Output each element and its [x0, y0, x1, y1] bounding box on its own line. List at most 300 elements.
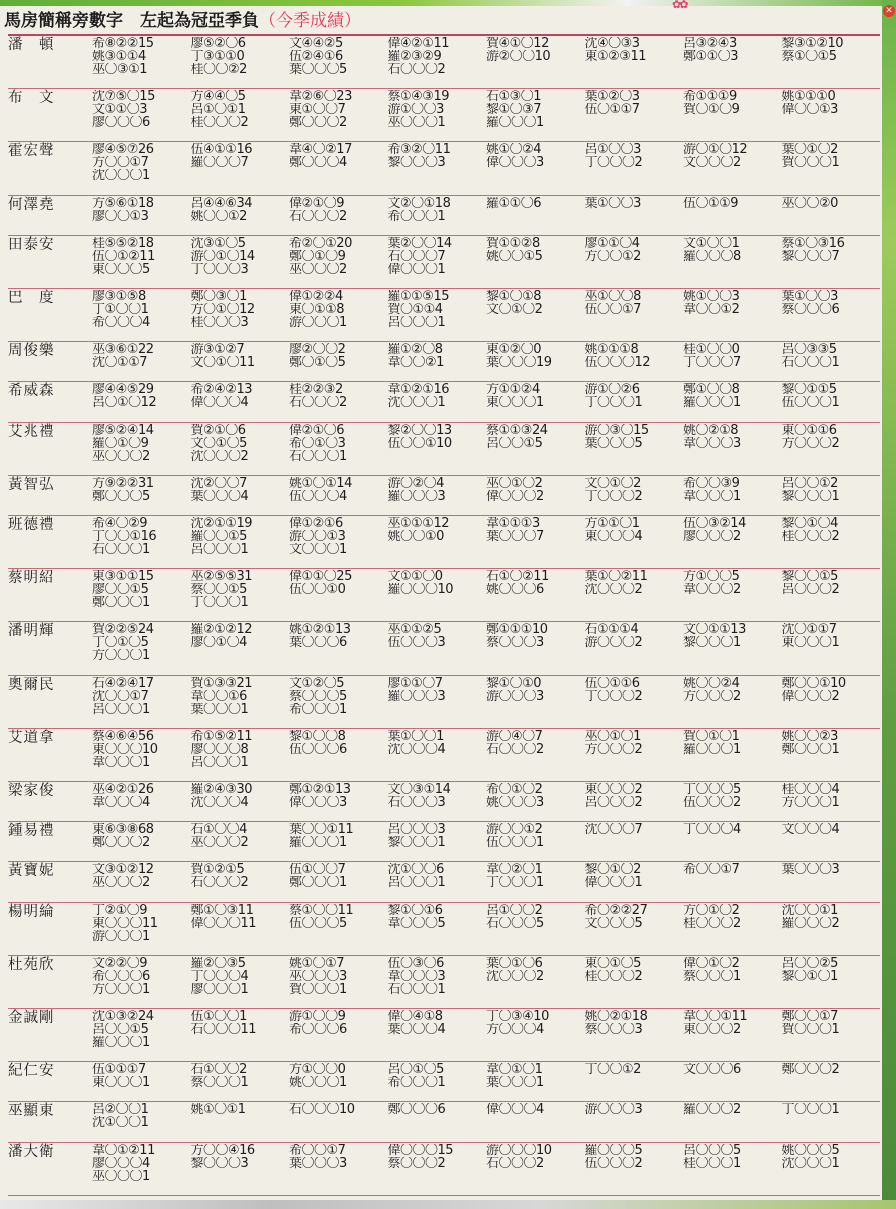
trainer-entry: 沈〇〇〇1: [387, 396, 446, 410]
trainer-entry: 呂〇〇〇2: [584, 796, 643, 810]
trainer-entries: [92, 676, 880, 728]
jockey-row: [8, 1142, 880, 1196]
trainer-entry: 呂①〇〇2: [486, 903, 543, 917]
trainer-entries: [92, 782, 880, 821]
trainer-entry: 廖〇〇①5: [92, 583, 149, 597]
trainer-entry: 蔡①〇〇11: [289, 903, 354, 917]
trainer-entry: 賀①③③21: [190, 676, 253, 690]
trainer-entry: 丁〇〇〇2: [584, 156, 643, 170]
trainer-entry: 葉〇〇〇1: [486, 1076, 544, 1090]
trainer-entry: 蔡〇〇〇3: [486, 636, 544, 650]
trainer-entry: 石〇〇〇2: [289, 396, 347, 410]
trainer-entry: 巫〇〇〇1: [387, 116, 446, 130]
trainer-entry: 偉〇〇①3: [781, 103, 838, 117]
trainer-entry: 石〇〇〇7: [387, 249, 446, 263]
trainer-entry: 賀〇①〇1: [683, 729, 740, 743]
trainer-entry: 蔡〇〇①5: [190, 583, 247, 597]
trainer-entry: 賀②①〇6: [190, 423, 246, 437]
trainer-entries: [92, 516, 880, 568]
trainer-entry: 呂〇〇①5: [92, 1023, 149, 1037]
trainer-entry: 黎②〇〇13: [387, 423, 452, 437]
jockey-name: 鍾易禮: [8, 823, 55, 840]
trainer-entry: 蔡①〇③16: [781, 236, 845, 250]
trainer-entry: 方〇〇④16: [190, 1143, 255, 1157]
trainer-entry: 巫〇①〇2: [486, 476, 543, 490]
jockey-row: [8, 288, 880, 341]
trainer-entry: 游①〇〇9: [289, 1010, 346, 1024]
trainer-entry: 伍①①①7: [92, 1063, 146, 1077]
trainer-entry: 伍〇〇〇12: [584, 356, 651, 370]
trainer-entry: 韋〇〇〇5: [387, 916, 446, 930]
trainer-entry: 東①〇〇7: [289, 103, 346, 117]
trainer-entries: [92, 862, 880, 901]
trainer-entry: 伍〇〇〇2: [584, 1156, 643, 1170]
trainer-entry: 偉〇①〇2: [683, 956, 740, 970]
trainer-entry: 丁〇〇〇1: [584, 396, 643, 410]
trainer-entry: 沈〇〇〇1: [781, 1156, 840, 1170]
trainer-entry: 偉〇〇〇15: [387, 1143, 454, 1157]
trainer-entry: 黎①〇①0: [486, 676, 542, 690]
trainer-entry: 希〇〇〇6: [289, 1023, 347, 1037]
trainer-entry: 方①①②4: [486, 383, 540, 397]
trainer-entry: 桂〇〇〇2: [683, 916, 741, 930]
trainer-entry: 巫〇①〇1: [584, 729, 641, 743]
trainer-entry: 羅〇〇〇2: [781, 916, 840, 930]
trainer-entry: 黎〇〇〇1: [781, 489, 840, 503]
trainer-entry: 文〇①①13: [683, 623, 746, 637]
trainer-entry: 羅〇〇〇1: [683, 742, 741, 756]
trainer-entry: 方〇①〇12: [190, 303, 255, 317]
trainer-entry: 沈〇〇〇4: [190, 796, 249, 810]
trainer-entry: 游〇〇〇2: [584, 636, 643, 650]
trainer-entry: 東①②③11: [584, 50, 647, 63]
trainer-entry: 偉〇〇〇4: [486, 1103, 544, 1117]
trainer-entry: 文〇〇〇5: [584, 916, 643, 930]
jockey-row: [8, 1061, 880, 1101]
jockey-name: 希威森: [8, 383, 55, 400]
trainer-entry: 方〇〇〇2: [683, 689, 741, 703]
trainer-entry: 鄭〇〇〇2: [289, 116, 347, 130]
jockey-name: 潘明輝: [8, 623, 55, 640]
trainer-entry: 羅〇〇〇1: [289, 836, 347, 850]
trainer-entry: 葉〇〇〇4: [190, 489, 249, 503]
trainer-entry: 黎〇〇〇7: [781, 249, 840, 263]
trainer-entry: 沈①〇〇6: [387, 863, 444, 877]
trainer-entry: 姚①〇①7: [289, 956, 345, 970]
trainer-entry: 黎〇〇〇1: [683, 636, 741, 650]
trainer-entry: 石①〇〇4: [190, 823, 247, 837]
trainer-entry: 希〇〇〇1: [289, 702, 347, 716]
trainer-entry: 偉〇④①8: [387, 1010, 443, 1024]
trainer-entry: 伍〇〇〇5: [289, 916, 347, 930]
trainer-entry: 東〇①〇5: [584, 956, 641, 970]
trainer-entry: 葉〇〇〇7: [486, 530, 544, 544]
trainer-entries: [92, 622, 880, 674]
jockey-row: [8, 475, 880, 515]
trainer-entry: 桂〇〇〇2: [190, 116, 249, 130]
trainer-entry: 希〇〇〇4: [92, 316, 150, 330]
trainer-entry: 巫②⑤⑤31: [190, 570, 253, 584]
jockey-row: [8, 902, 880, 955]
trainer-entry: 伍〇〇①10: [387, 436, 452, 450]
trainer-entry: 廖⑤②④14: [92, 423, 154, 437]
trainer-entry: 方〇①〇2: [683, 903, 740, 917]
trainer-entry: 韋〇〇①6: [190, 689, 247, 703]
trainer-entry: 鄭①②①13: [289, 783, 351, 797]
trainer-entry: 姚〇〇①5: [486, 249, 543, 263]
trainer-entries: [92, 476, 880, 515]
trainer-entry: 韋〇〇〇1: [683, 489, 741, 503]
trainer-entry: 呂②〇〇1: [92, 1103, 149, 1117]
trainer-entry: 賀〇〇〇1: [781, 1023, 840, 1037]
jockey-row: [8, 235, 880, 288]
trainer-entry: 鄭〇〇〇5: [92, 489, 150, 503]
jockey-name: 金誠剛: [8, 1010, 55, 1027]
trainer-entry: 姚〇〇〇5: [781, 1143, 840, 1157]
trainer-entry: 葉〇〇〇5: [584, 436, 643, 450]
trainer-entry: 姚①〇②4: [486, 143, 542, 157]
trainer-entry: 東〇〇〇1: [486, 396, 544, 410]
trainer-entry: 鄭①〇③11: [190, 903, 254, 917]
trainer-entry: 羅〇〇〇10: [387, 583, 454, 597]
trainer-entry: 羅〇①〇9: [92, 436, 149, 450]
trainer-entry: 希②④②13: [190, 383, 253, 397]
trainer-entry: 文〇①〇11: [190, 356, 255, 370]
jockey-row: [8, 195, 880, 235]
trainer-entry: 廖〇〇〇6: [92, 116, 150, 130]
trainer-entry: 韋〇〇〇2: [683, 583, 741, 597]
trainer-entries: [92, 289, 880, 341]
trainer-entry: 葉②〇〇14: [387, 236, 452, 250]
trainer-entry: 沈〇〇①7: [92, 689, 149, 703]
trainer-entry: 文〇①〇2: [584, 476, 641, 490]
trainer-entry: 伍①〇〇1: [190, 1010, 247, 1024]
trainer-entry: 伍〇〇〇3: [387, 636, 446, 650]
trainer-entries: [92, 342, 880, 381]
close-icon: ✕: [883, 5, 895, 17]
trainer-entry: 游〇〇①3: [289, 530, 346, 544]
trainer-entry: 石④②④17: [92, 676, 154, 690]
trainer-entry: 伍②④①6: [289, 50, 343, 63]
trainer-entry: 鄭〇〇〇1: [289, 876, 347, 890]
trainer-entry: 賀④①〇12: [486, 37, 549, 50]
trainer-entry: 鄭〇①〇5: [289, 356, 346, 370]
trainer-entry: 姚①〇〇3: [683, 290, 740, 304]
trainer-entry: 黎〇①〇4: [781, 517, 838, 531]
trainer-entry: 呂〇〇①5: [486, 436, 543, 450]
jockey-stats-table: [8, 34, 880, 1196]
jockey-name: 巫顯東: [8, 1103, 55, 1120]
trainer-entry: 偉〇〇〇3: [486, 156, 544, 170]
trainer-entry: 呂〇〇①2: [781, 476, 838, 490]
trainer-entry: 廖〇〇〇2: [683, 530, 741, 544]
jockey-name: 潘 頓: [8, 37, 55, 53]
trainer-entry: 東⑥③⑧68: [92, 823, 154, 837]
trainer-entry: 黎①〇③7: [486, 103, 542, 117]
trainer-entry: 黎〇①〇1: [781, 969, 838, 983]
trainer-entry: 呂〇〇〇1: [92, 702, 150, 716]
trainer-entry: 方〇〇①2: [584, 249, 641, 263]
trainer-entry: 偉〇〇〇11: [190, 916, 257, 930]
trainer-entry: 羅①①〇6: [486, 196, 542, 210]
trainer-entries: [92, 956, 880, 1008]
trainer-entry: 伍〇①①7: [584, 103, 640, 117]
trainer-entry: 呂〇①〇12: [92, 396, 157, 410]
trainer-entry: 黎〇〇①5: [781, 570, 838, 584]
trainer-entry: 葉〇〇〇6: [289, 636, 347, 650]
trainer-entry: 呂〇①〇5: [387, 1063, 444, 1077]
trainer-entry: 蔡〇〇〇6: [781, 303, 840, 317]
trainer-entry: 羅〇〇〇1: [486, 116, 544, 130]
trainer-entry: 文〇〇〇2: [683, 156, 741, 170]
bottom-decorative-bar: [0, 1200, 896, 1209]
trainer-entry: 伍〇〇〇4: [289, 489, 347, 503]
flower-decoration-icon: ✿✿: [672, 0, 687, 11]
trainer-entry: 伍〇〇〇1: [486, 836, 544, 850]
trainer-entry: 呂〇〇〇3: [387, 823, 446, 837]
trainer-entry: 巫〇〇②0: [781, 196, 838, 210]
trainer-entry: 姚〇〇②4: [683, 676, 740, 690]
trainer-entry: 巫③⑥①22: [92, 343, 154, 357]
trainer-entry: 姚〇〇〇1: [289, 1076, 347, 1090]
trainer-entry: 羅〇〇〇1: [683, 396, 741, 410]
trainer-entry: 希①⑤②11: [190, 729, 253, 743]
trainer-entry: 韋〇〇〇4: [92, 796, 150, 810]
trainer-entry: 羅〇〇〇1: [92, 1036, 150, 1050]
trainer-entry: 呂〇〇②5: [781, 956, 838, 970]
trainer-entry: 廖〇〇〇8: [190, 742, 249, 756]
trainer-entry: 方④④〇5: [190, 90, 246, 104]
trainer-entry: 葉①〇〇3: [584, 196, 641, 210]
trainer-entry: 希①①①9: [683, 90, 737, 104]
trainer-entry: 方〇〇①7: [92, 156, 149, 170]
trainer-entry: 方〇〇〇1: [92, 982, 150, 996]
trainer-entry: 廖①①〇7: [387, 676, 443, 690]
trainer-entry: 伍〇③②14: [683, 517, 746, 531]
trainer-entry: 黎①〇①8: [486, 290, 542, 304]
jockey-name: 奧爾民: [8, 676, 55, 693]
trainer-entry: 文①①〇3: [92, 103, 148, 117]
jockey-row: [8, 861, 880, 901]
trainer-entries: [92, 142, 880, 194]
trainer-entry: 丁〇〇〇2: [584, 689, 643, 703]
trainer-entries: [92, 1102, 880, 1141]
trainer-entry: 蔡〇〇〇2: [387, 1156, 446, 1170]
trainer-entry: 鄭〇〇〇2: [92, 836, 150, 850]
jockey-row: [8, 341, 880, 381]
trainer-entry: 文①〇〇1: [683, 236, 740, 250]
trainer-entry: 鄭〇〇〇2: [781, 1063, 840, 1077]
trainer-entry: 韋〇〇②1: [387, 356, 444, 370]
trainer-entry: 文〇①〇2: [486, 303, 543, 317]
trainer-entry: 伍〇③〇6: [387, 956, 444, 970]
page-header: [0, 8, 884, 34]
jockey-row: [8, 821, 880, 861]
trainer-entry: 姚③①①4: [92, 50, 146, 63]
trainer-entry: 鄭〇〇〇4: [289, 156, 347, 170]
trainer-entry: 丁〇〇①2: [584, 1063, 641, 1077]
trainer-entry: 沈〇〇〇2: [486, 969, 544, 983]
trainer-entry: 姚①〇①14: [289, 476, 352, 490]
jockey-name: 巴 度: [8, 290, 55, 307]
trainer-entry: 黎①〇①6: [387, 903, 443, 917]
trainer-entry: 羅〇〇①5: [190, 530, 247, 544]
trainer-entry: 方①〇〇5: [683, 570, 740, 584]
trainer-entries: [92, 423, 880, 475]
trainer-entry: 廖①①〇4: [584, 236, 640, 250]
trainer-entries: [92, 36, 880, 88]
trainer-entry: 葉〇〇〇19: [486, 356, 552, 370]
jockey-name: 楊明綸: [8, 903, 55, 920]
trainer-entry: 希〇〇〇6: [92, 969, 150, 983]
trainer-entry: 蔡①④③19: [387, 90, 450, 104]
trainer-entry: 賀〇①〇9: [683, 103, 740, 117]
trainer-entry: 蔡〇〇〇1: [190, 1076, 249, 1090]
trainer-entry: 巫〇〇〇2: [190, 836, 249, 850]
trainer-entry: 巫〇〇〇1: [92, 1169, 150, 1183]
trainer-entry: 丁②①〇9: [92, 903, 148, 917]
trainer-entry: 羅①②〇8: [387, 343, 443, 357]
jockey-row: [8, 1101, 880, 1141]
trainer-entry: 石〇〇〇11: [190, 1023, 257, 1037]
trainer-entry: 游〇②〇4: [387, 476, 444, 490]
trainer-entry: 廖②〇〇2: [289, 343, 346, 357]
trainer-entry: 桂⑤⑤②18: [92, 236, 154, 250]
trainer-entry: 偉〇〇〇4: [190, 396, 249, 410]
trainer-entry: 葉〇〇〇4: [387, 1023, 446, 1037]
trainer-entry: 黎〇〇〇3: [190, 1156, 249, 1170]
trainer-entry: 沈②〇〇7: [190, 476, 247, 490]
trainer-entry: 鄭〇〇①10: [781, 676, 846, 690]
trainer-entries: [92, 1143, 880, 1195]
trainer-entry: 蔡〇〇〇3: [584, 1023, 643, 1037]
trainer-entry: 方〇〇〇1: [92, 649, 150, 663]
jockey-row: [8, 955, 880, 1008]
trainer-entry: 丁〇〇〇2: [584, 489, 643, 503]
trainer-entry: 葉〇〇①11: [289, 823, 354, 837]
trainer-entry: 石〇〇〇1: [92, 543, 150, 557]
trainer-entry: 姚〇〇①2: [190, 209, 247, 223]
trainer-entry: 希④〇②9: [92, 517, 148, 531]
trainer-entries: [92, 822, 880, 861]
trainer-entry: 羅〇〇〇3: [387, 489, 446, 503]
trainer-entry: 韋〇〇①2: [683, 303, 740, 317]
trainer-entry: 伍〇①①9: [683, 196, 739, 210]
trainer-entry: 廖〇〇〇1: [190, 982, 249, 996]
jockey-row: [8, 141, 880, 194]
jockey-name: 布 文: [8, 90, 55, 107]
trainer-entry: 東〇①①8: [289, 303, 345, 317]
trainer-entry: 鄭〇〇〇1: [92, 596, 150, 610]
trainer-entry: 韋〇〇〇1: [92, 755, 150, 769]
trainer-entry: 羅〇〇〇7: [190, 156, 249, 170]
trainer-entry: 沈⑦⑤〇15: [92, 90, 155, 104]
trainer-entry: 葉〇〇〇1: [190, 702, 249, 716]
trainer-entry: 游〇①〇12: [683, 143, 748, 157]
trainer-entry: 游〇〇〇3: [584, 1103, 643, 1117]
trainer-entries: [92, 903, 880, 955]
trainer-entry: 方⑤⑥①18: [92, 196, 154, 210]
trainer-entry: 姚〇〇②3: [781, 729, 838, 743]
trainer-entry: 偉〇〇〇1: [584, 876, 643, 890]
jockey-row: [8, 422, 880, 475]
trainer-entry: 游〇〇〇1: [289, 316, 347, 330]
jockey-name: 田泰安: [8, 236, 55, 253]
trainer-entry: 蔡〇〇〇5: [289, 689, 347, 703]
trainer-entry: 羅②④③30: [190, 783, 253, 797]
trainer-entry: 文④④②5: [289, 37, 343, 50]
trainer-entry: 賀①②①5: [190, 863, 245, 877]
trainer-entry: 姚〇②①8: [683, 423, 739, 437]
trainer-entry: 韋①①①3: [486, 517, 540, 531]
trainer-entry: 丁③①①0: [190, 50, 245, 63]
jockey-name: 何澤堯: [8, 196, 55, 213]
trainer-entries: [92, 729, 880, 781]
jockey-name: 黃智弘: [8, 476, 55, 493]
trainer-entry: 游〇③〇15: [584, 423, 649, 437]
trainer-entry: 巫④②①26: [92, 783, 154, 797]
jockey-row: [8, 88, 880, 141]
trainer-entry: 韋①②①16: [387, 383, 450, 397]
trainer-entry: 游〇〇〇3: [486, 689, 544, 703]
trainer-entry: 丁〇〇①16: [92, 530, 157, 544]
trainer-entry: 姚①①①8: [584, 343, 639, 357]
trainer-entry: 沈〇〇〇1: [92, 169, 150, 183]
trainer-entry: 桂〇〇〇4: [781, 783, 840, 797]
jockey-name: 周俊樂: [8, 343, 55, 360]
trainer-entry: 呂〇〇〇5: [683, 1143, 741, 1157]
trainer-entry: 姚〇〇〇6: [486, 583, 544, 597]
jockey-row: [8, 781, 880, 821]
trainer-entry: 葉①〇〇1: [387, 729, 444, 743]
trainer-entry: 游①〇②6: [584, 383, 640, 397]
trainer-entry: 羅〇〇〇5: [584, 1143, 643, 1157]
trainer-entry: 葉〇〇〇5: [289, 63, 347, 76]
trainer-entry: 游〇④〇7: [486, 729, 543, 743]
trainer-entry: 伍〇〇①7: [584, 303, 641, 317]
trainer-entry: 巫①〇〇8: [584, 290, 641, 304]
trainer-entry: 東〇〇〇2: [584, 783, 643, 797]
trainer-entry: 桂②②③2: [289, 383, 343, 397]
jockey-row: [8, 34, 880, 88]
trainer-entry: 黎③①②10: [781, 37, 844, 50]
trainer-entry: 方〇〇〇2: [781, 436, 840, 450]
trainer-entry: 偉④②①11: [387, 37, 450, 50]
trainer-entry: 鄭〇〇〇6: [387, 1103, 446, 1117]
trainer-entry: 希〇①〇2: [486, 783, 543, 797]
trainer-entry: 呂④④⑥34: [190, 196, 253, 210]
trainer-entry: 偉〇〇〇2: [781, 689, 840, 703]
trainer-entry: 沈〇①①7: [781, 623, 837, 637]
trainer-entry: 黎〇〇〇3: [387, 156, 446, 170]
trainer-entry: 巫〇③①1: [92, 63, 148, 76]
trainer-entry: 文①②〇5: [289, 676, 345, 690]
trainer-entry: 巫〇〇〇3: [289, 969, 347, 983]
trainer-entry: 葉①〇〇3: [781, 290, 838, 304]
jockey-row: [8, 675, 880, 728]
trainer-entries: [92, 569, 880, 621]
trainer-entry: 羅②①②12: [190, 623, 253, 637]
trainer-entry: 鄭〇〇①7: [781, 1010, 838, 1024]
jockey-name: 潘大衛: [8, 1143, 55, 1160]
trainer-entry: 黎〇①〇2: [584, 863, 641, 877]
trainer-entry: 沈〇〇〇7: [584, 823, 643, 837]
jockey-name: 艾兆禮: [8, 423, 55, 440]
trainer-entry: 伍〇〇①0: [289, 583, 346, 597]
trainer-entry: 東〇〇〇1: [92, 1076, 150, 1090]
trainer-entry: 希〇〇〇1: [387, 209, 446, 223]
trainer-entry: 桂〇〇〇2: [781, 530, 840, 544]
